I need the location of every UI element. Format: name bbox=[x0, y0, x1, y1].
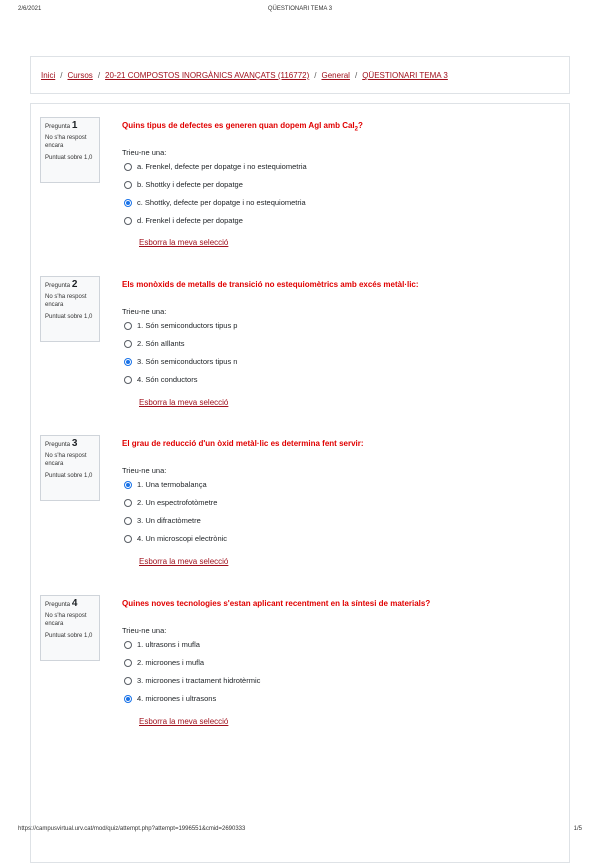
answer-option[interactable] bbox=[124, 657, 544, 675]
question-number: Pregunta 3 bbox=[45, 438, 78, 449]
question-grade: Puntuat sobre 1,0 bbox=[45, 633, 93, 639]
answer-label[interactable]: 1. ultrasons i mufla bbox=[137, 640, 200, 649]
radio-button[interactable] bbox=[124, 641, 132, 649]
question-number: Pregunta 1 bbox=[45, 120, 78, 131]
breadcrumb-separator: / bbox=[314, 71, 317, 80]
question-state: No s'ha respost encara bbox=[45, 613, 87, 627]
radio-button[interactable] bbox=[124, 535, 132, 543]
answer-label[interactable]: b. Shottky i defecte per dopatge bbox=[137, 180, 243, 189]
question-grade: Puntuat sobre 1,0 bbox=[45, 473, 93, 479]
answer-prompt: Trieu-ne una: bbox=[122, 148, 167, 157]
answer-label[interactable]: d. Frenkel i defecte per dopatge bbox=[137, 216, 243, 225]
question-text: Els monòxids de metalls de transició no estequiomètrics amb excés metàl·lic: bbox=[122, 280, 419, 289]
radio-button[interactable] bbox=[124, 358, 132, 366]
radio-button[interactable] bbox=[124, 481, 132, 489]
answer-label[interactable]: c. Shottky, defecte per dopatge i no estequiometria bbox=[137, 198, 306, 207]
answer-prompt: Trieu-ne una: bbox=[122, 626, 167, 635]
print-url: https://campusvirtual.urv.cat/mod/quiz/attempt.php?attempt=1996551&cmid=2690333 bbox=[18, 826, 246, 832]
print-doc-title: QÜESTIONARI TEMA 3 bbox=[267, 6, 333, 12]
question-text: Quins tipus de defectes es generen quan dopem AgI amb CaI$_2$? bbox=[122, 121, 363, 133]
answer-option[interactable] bbox=[124, 215, 544, 233]
answer-option[interactable] bbox=[124, 479, 544, 497]
breadcrumb-container bbox=[30, 56, 570, 94]
answer-label[interactable]: 1. Són semiconductors tipus p bbox=[137, 321, 238, 330]
answer-option[interactable] bbox=[124, 515, 544, 533]
answer-option[interactable] bbox=[124, 693, 544, 711]
answer-label[interactable]: 3. Són semiconductors tipus n bbox=[137, 357, 238, 366]
answer-prompt: Trieu-ne una: bbox=[122, 466, 167, 475]
answer-options bbox=[124, 320, 544, 392]
radio-button[interactable] bbox=[124, 517, 132, 525]
breadcrumb-link-home[interactable]: Inici bbox=[41, 71, 56, 80]
answer-label[interactable]: 3. microones i tractament hidrotèrmic bbox=[137, 676, 261, 685]
question-state: No s'ha respost encara bbox=[45, 453, 87, 467]
clear-choice-link[interactable]: Esborra la meva selecció bbox=[139, 717, 229, 726]
question-info bbox=[40, 595, 100, 661]
radio-button[interactable] bbox=[124, 217, 132, 225]
question-grade: Puntuat sobre 1,0 bbox=[45, 314, 93, 320]
answer-label[interactable]: 4. microones i ultrasons bbox=[137, 694, 217, 703]
answer-label[interactable]: 3. Un difractòmetre bbox=[137, 516, 201, 525]
breadcrumb-link-courses[interactable]: Cursos bbox=[67, 71, 93, 80]
radio-button[interactable] bbox=[124, 376, 132, 384]
radio-button[interactable] bbox=[124, 199, 132, 207]
answer-prompt: Trieu-ne una: bbox=[122, 307, 167, 316]
answer-options bbox=[124, 639, 544, 711]
answer-option[interactable] bbox=[124, 533, 544, 551]
print-page-number: 1/5 bbox=[573, 826, 582, 832]
answer-label[interactable]: 4. Són conductors bbox=[137, 375, 198, 384]
breadcrumb-separator: / bbox=[60, 71, 63, 80]
answer-label[interactable]: 4. Un microscopi electrònic bbox=[137, 534, 228, 543]
answer-options bbox=[124, 479, 544, 551]
breadcrumb-link-course[interactable]: 20-21 COMPOSTOS INORGÀNICS AVANÇATS (116772) bbox=[105, 71, 310, 80]
answer-option[interactable] bbox=[124, 675, 544, 693]
question-info bbox=[40, 435, 100, 501]
answer-option[interactable] bbox=[124, 338, 544, 356]
clear-choice-link[interactable]: Esborra la meva selecció bbox=[139, 398, 229, 407]
breadcrumb bbox=[41, 71, 448, 80]
breadcrumb-link-section[interactable]: General bbox=[321, 71, 350, 80]
question-info bbox=[40, 117, 100, 183]
radio-button[interactable] bbox=[124, 322, 132, 330]
answer-option[interactable] bbox=[124, 356, 544, 374]
answer-label[interactable]: 2. microones i mufla bbox=[137, 658, 205, 667]
clear-choice-link[interactable]: Esborra la meva selecció bbox=[139, 557, 229, 566]
radio-button[interactable] bbox=[124, 163, 132, 171]
breadcrumb-separator: / bbox=[354, 71, 358, 80]
question-number: Pregunta 4 bbox=[45, 598, 78, 609]
breadcrumb-link-quiz[interactable]: QÜESTIONARI TEMA 3 bbox=[362, 71, 448, 80]
question-state: No s'ha respost encara bbox=[45, 135, 87, 149]
print-footer bbox=[18, 826, 582, 836]
question-info bbox=[40, 276, 100, 342]
answer-option[interactable] bbox=[124, 320, 544, 338]
question-grade: Puntuat sobre 1,0 bbox=[45, 155, 93, 161]
radio-button[interactable] bbox=[124, 695, 132, 703]
question-text: Quines noves tecnologies s'estan aplicant recentment en la síntesi de materials? bbox=[122, 599, 431, 608]
answer-option[interactable] bbox=[124, 374, 544, 392]
answer-option[interactable] bbox=[124, 161, 544, 179]
answer-option[interactable] bbox=[124, 179, 544, 197]
answer-label[interactable]: 2. Un espectrofotòmetre bbox=[137, 498, 218, 507]
print-header bbox=[18, 6, 582, 18]
question-number: Pregunta 2 bbox=[45, 279, 78, 290]
radio-button[interactable] bbox=[124, 659, 132, 667]
clear-choice-link[interactable]: Esborra la meva selecció bbox=[139, 238, 229, 247]
answer-option[interactable] bbox=[124, 497, 544, 515]
question-state: No s'ha respost encara bbox=[45, 294, 87, 308]
answer-label[interactable]: 1. Una termobalança bbox=[137, 480, 207, 489]
question-text: El grau de reducció d'un òxid metàl·lic es determina fent servir: bbox=[122, 439, 364, 448]
radio-button[interactable] bbox=[124, 677, 132, 685]
radio-button[interactable] bbox=[124, 181, 132, 189]
answer-option[interactable] bbox=[124, 197, 544, 215]
print-date: 2/6/2021 bbox=[18, 6, 42, 12]
answer-label[interactable]: 2. Són aïllants bbox=[137, 339, 185, 348]
answer-option[interactable] bbox=[124, 639, 544, 657]
radio-button[interactable] bbox=[124, 499, 132, 507]
answer-label[interactable]: a. Frenkel, defecte per dopatge i no estequiometria bbox=[137, 162, 307, 171]
radio-button[interactable] bbox=[124, 340, 132, 348]
breadcrumb-separator: / bbox=[97, 71, 101, 80]
answer-options bbox=[124, 161, 544, 233]
